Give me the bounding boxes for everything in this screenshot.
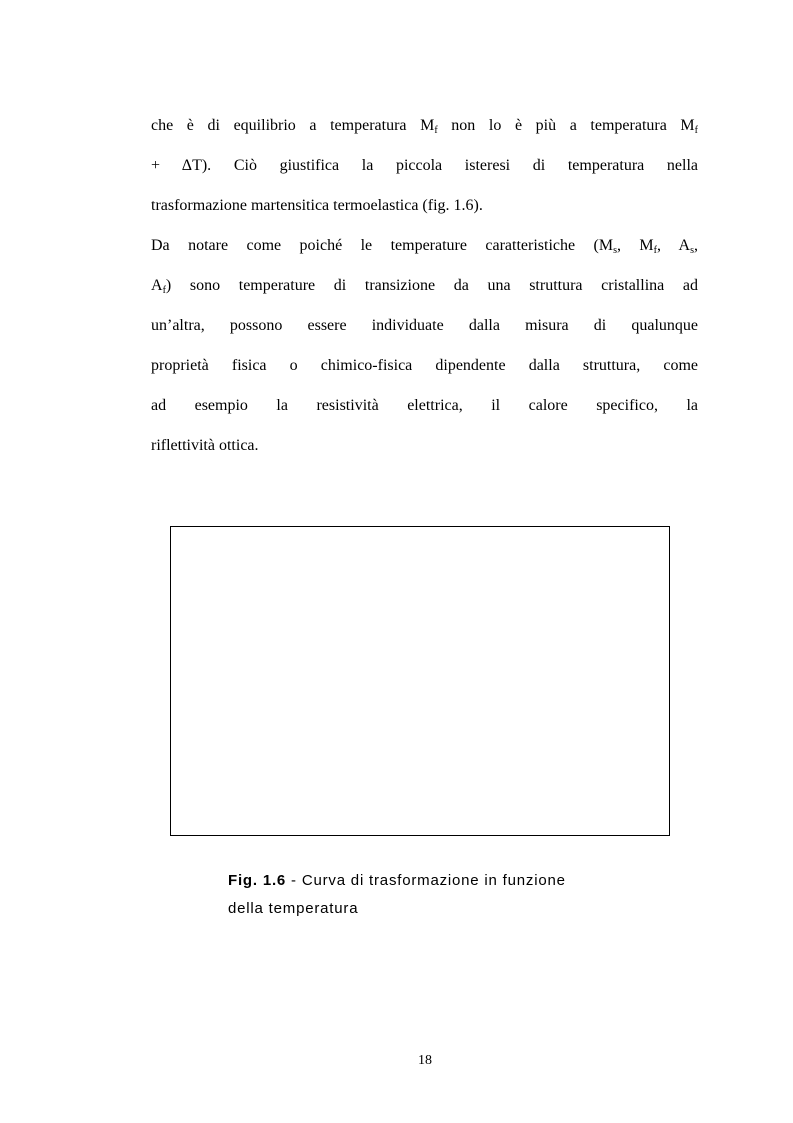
figure-caption-line-2: della temperatura xyxy=(228,900,359,917)
paragraph-line-3: trasformazione martensitica termoelastica (fig. 1.6). xyxy=(151,197,483,214)
paragraph-line-7: proprietà fisica o chimico-fisica dipendente dalla struttura, come xyxy=(151,357,698,374)
figure-caption-line-1: Fig. 1.6 - Curva di trasformazione in funzione xyxy=(228,872,566,889)
paragraph-line-8: ad esempio la resistività elettrica, il calore specifico, la xyxy=(151,397,698,414)
paragraph-line-2: + ΔT). Ciò giustifica la piccola isteresi di temperatura nella xyxy=(151,157,698,174)
paragraph-line-9: riflettività ottica. xyxy=(151,437,259,454)
page-number: 18 xyxy=(418,1053,432,1068)
figure-caption-label: Fig. 1.6 xyxy=(228,872,287,889)
paragraph-line-6: un’altra, possono essere individuate dalla misura di qualunque xyxy=(151,317,698,334)
paragraph-line-5: $A_f$) sono temperature di transizione da una struttura cristallina ad xyxy=(151,277,698,296)
paragraph-line-4: Da notare come poiché le temperature caratteristiche ($M_s$, $M_f$, $A_s$, xyxy=(151,237,698,256)
paragraph-line-1: che è di equilibrio a temperatura $M_f$ non lo è più a temperatura $M_f$ xyxy=(151,117,699,136)
figure-placeholder-box xyxy=(170,526,670,836)
